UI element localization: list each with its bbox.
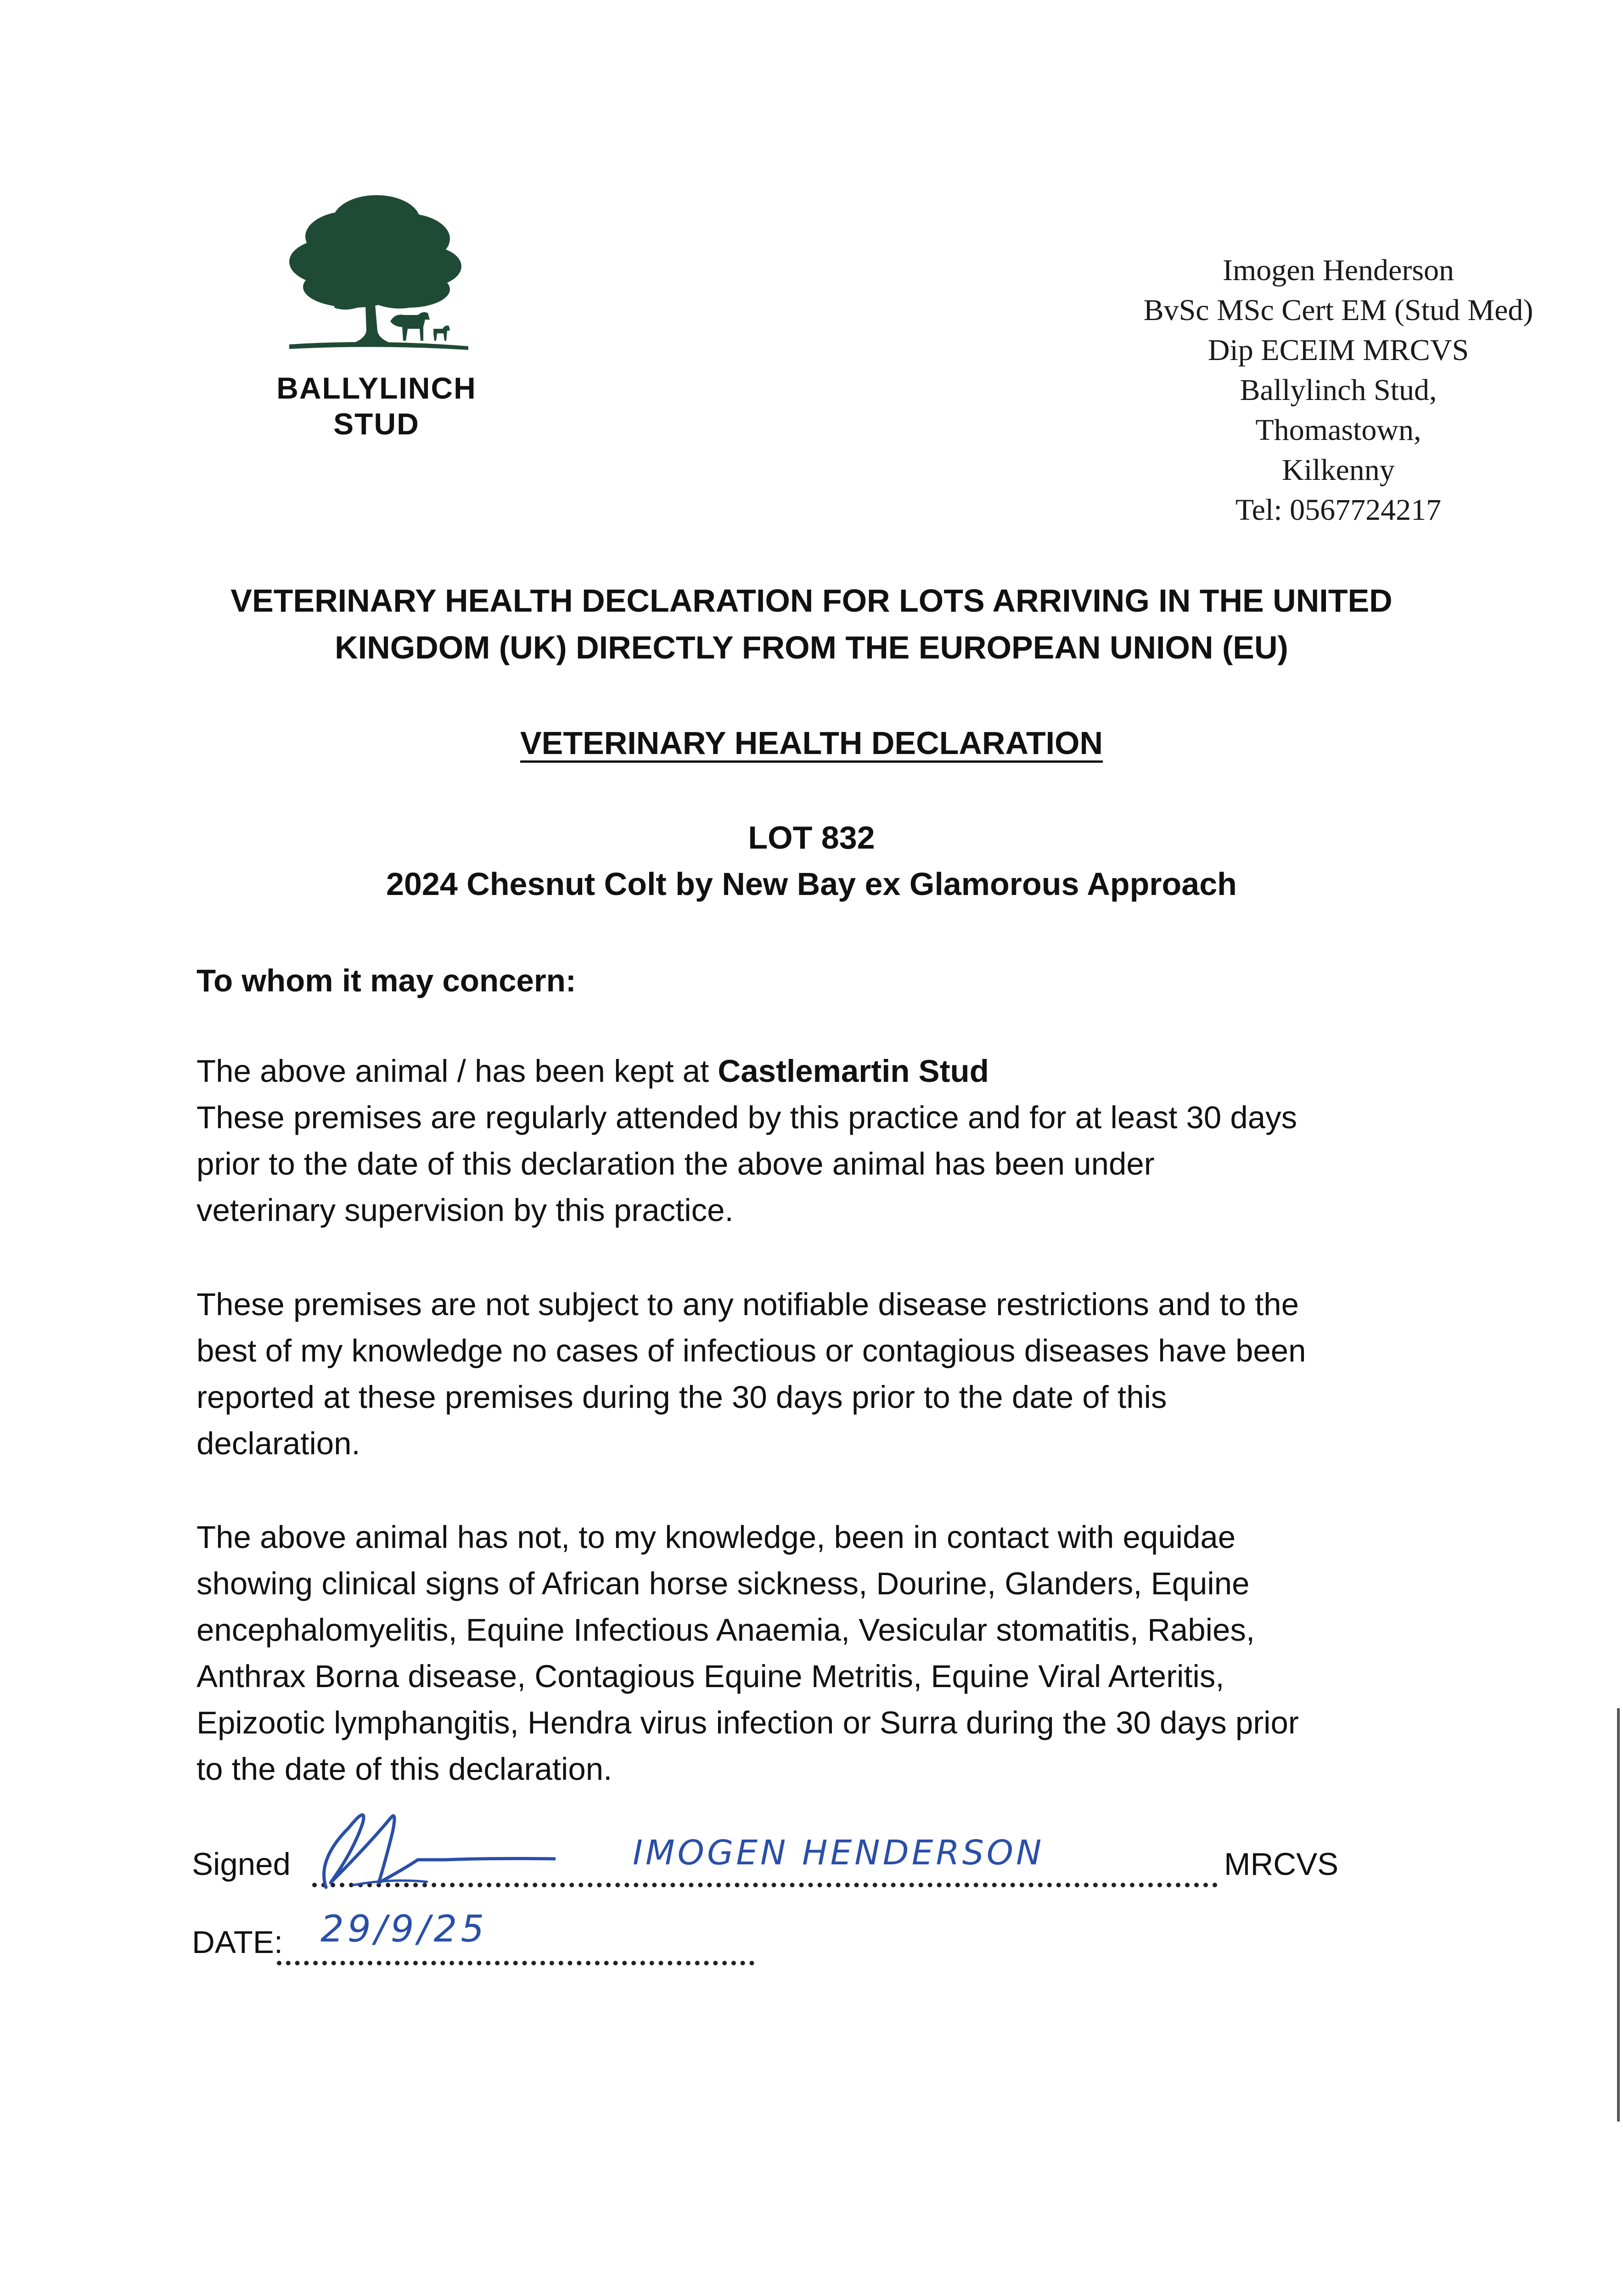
date-label: DATE: bbox=[192, 1925, 283, 1960]
declaration-subheading: VETERINARY HEALTH DECLARATION bbox=[520, 725, 1103, 761]
premises-prefix: The above animal / has been kept at bbox=[197, 1053, 718, 1089]
signed-suffix: MRCVS bbox=[1224, 1846, 1339, 1882]
vet-address-line1: Ballylinch Stud, bbox=[1240, 373, 1437, 407]
logo-text-line1: BALLYLINCH bbox=[276, 371, 477, 405]
paragraph-diseases bbox=[197, 1514, 1455, 1792]
ballylinch-stud-logo bbox=[248, 193, 505, 450]
scan-edge-artifact bbox=[1617, 1708, 1620, 2122]
handwritten-signature bbox=[298, 1791, 556, 1896]
paragraph-premises bbox=[197, 1048, 1455, 1233]
lot-number: LOT 832 bbox=[748, 820, 875, 855]
declaration-title-line1: VETERINARY HEALTH DECLARATION FOR LOTS ARRIVING IN THE UNITED bbox=[230, 583, 1393, 619]
lot-description: 2024 Chesnut Colt by New Bay ex Glamorous Approach bbox=[386, 866, 1237, 902]
paragraph-restrictions bbox=[197, 1281, 1455, 1467]
logo-text-line2: STUD bbox=[333, 407, 420, 441]
vet-telephone: Tel: 0567724217 bbox=[1235, 493, 1442, 527]
vet-address-line2: Thomastown, bbox=[1255, 413, 1421, 447]
tree-with-horses-icon bbox=[280, 193, 473, 358]
paragraph-line: showing clinical signs of African horse sickness, Dourine, Glanders, Equine bbox=[197, 1566, 1250, 1601]
paragraph-line: Anthrax Borna disease, Contagious Equine Metritis, Equine Viral Arteritis, bbox=[197, 1659, 1224, 1694]
paragraph-line: The above animal has not, to my knowledge, been in contact with equidae bbox=[197, 1519, 1236, 1555]
paragraph-line: These premises are not subject to any notifiable disease restrictions and to the bbox=[197, 1287, 1299, 1322]
premises-line bbox=[197, 1048, 1455, 1094]
vet-qualifications: BvSc MSc Cert EM (Stud Med) bbox=[1143, 293, 1533, 327]
paragraph-line: to the date of this declaration. bbox=[197, 1751, 612, 1787]
vet-diplomas: Dip ECEIM MRCVS bbox=[1207, 333, 1469, 367]
vet-address-line3: Kilkenny bbox=[1282, 453, 1395, 487]
paragraph-line: prior to the date of this declaration the above animal has been under bbox=[197, 1146, 1155, 1182]
paragraph-line: veterinary supervision by this practice. bbox=[197, 1193, 734, 1228]
paragraph-line: reported at these premises during the 30 days prior to the date of this bbox=[197, 1379, 1167, 1415]
vet-name: Imogen Henderson bbox=[1222, 253, 1455, 287]
handwritten-name: IMOGEN HENDERSON bbox=[633, 1833, 1045, 1873]
declaration-title-line2: KINGDOM (UK) DIRECTLY FROM THE EUROPEAN UNION (EU) bbox=[335, 630, 1288, 665]
premises-name: Castlemartin Stud bbox=[718, 1053, 989, 1089]
salutation: To whom it may concern: bbox=[197, 963, 576, 998]
signed-label: Signed bbox=[192, 1846, 291, 1882]
paragraph-line: declaration. bbox=[197, 1426, 360, 1461]
paragraph-line: These premises are regularly attended by this practice and for at least 30 days bbox=[197, 1100, 1297, 1135]
vet-address-block bbox=[1120, 250, 1556, 530]
date-row bbox=[192, 1908, 789, 1970]
handwritten-date: 29/9/25 bbox=[320, 1908, 488, 1950]
paragraph-line: Epizootic lymphangitis, Hendra virus infection or Surra during the 30 days prior bbox=[197, 1705, 1299, 1740]
paragraph-line: best of my knowledge no cases of infectious or contagious diseases have been bbox=[197, 1333, 1306, 1368]
paragraph-line: encephalomyelitis, Equine Infectious Anaemia, Vesicular stomatitis, Rabies, bbox=[197, 1612, 1255, 1648]
